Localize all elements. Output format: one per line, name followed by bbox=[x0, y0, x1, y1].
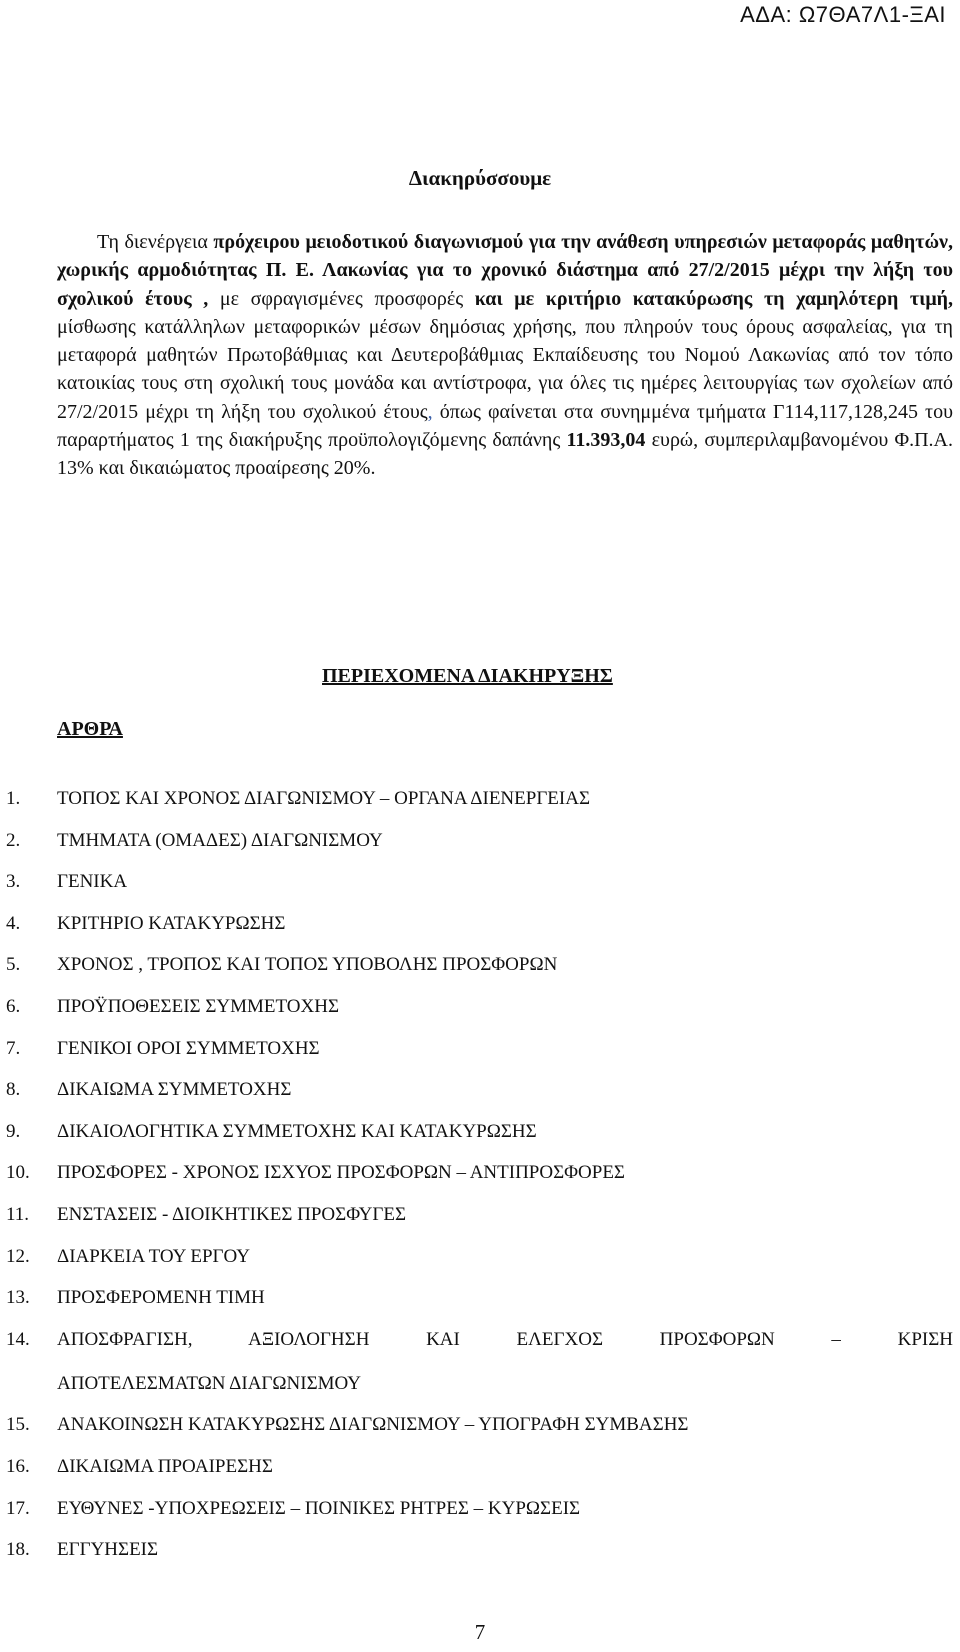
toc-item bbox=[0, 871, 960, 893]
toc-number: 16. bbox=[6, 1455, 30, 1477]
toc-title: ΚΡΙΤΗΡΙΟ ΚΑΤΑΚΥΡΩΣΗΣ bbox=[57, 912, 286, 934]
toc-number: 12. bbox=[6, 1245, 30, 1267]
budget-amount: 11.393,04 bbox=[566, 429, 646, 452]
toc-item bbox=[0, 1456, 960, 1478]
toc-title: ΑΠΟΣΦΡΑΓΙΣΗ, ΑΞΙΟΛΟΓΗΣΗ ΚΑΙ ΕΛΕΓΧΟΣ ΠΡΟΣΦΟΡΩΝ – ΚΡΙΣΗ bbox=[57, 1328, 953, 1350]
toc-number: 5. bbox=[6, 954, 21, 976]
toc-item bbox=[0, 1414, 960, 1436]
toc-item bbox=[0, 1079, 960, 1101]
toc-item bbox=[0, 1246, 960, 1268]
toc-item bbox=[0, 1038, 960, 1060]
toc-number: 13. bbox=[6, 1287, 30, 1309]
toc-number: 8. bbox=[6, 1079, 21, 1101]
toc-title: ΕΝΣΤΑΣΕΙΣ - ΔΙΟΙΚΗΤΙΚΕΣ ΠΡΟΣΦΥΓΕΣ bbox=[57, 1203, 407, 1225]
toc-number: 11. bbox=[6, 1203, 30, 1225]
intro-text-2: με σφραγισμένες προσφορές bbox=[208, 287, 475, 310]
toc-title: ΠΡΟΫΠΟΘΕΣΕΙΣ ΣΥΜΜΕΤΟΧΗΣ bbox=[57, 995, 340, 1017]
document-code: ΑΔΑ: Ω7ΘΑ7Λ1-ΞΑΙ bbox=[740, 2, 946, 27]
toc-number: 9. bbox=[6, 1120, 21, 1142]
toc-item bbox=[0, 913, 960, 935]
toc-title: ΔΙΑΡΚΕΙΑ ΤΟΥ ΕΡΓΟΥ bbox=[57, 1245, 251, 1267]
toc-number: 17. bbox=[6, 1497, 30, 1519]
toc-title: ΓΕΝΙΚΑ bbox=[57, 871, 128, 893]
document-heading: Διακηρύσσουμε bbox=[408, 166, 552, 190]
toc-title: ΑΝΑΚΟΙΝΩΣΗ ΚΑΤΑΚΥΡΩΣΗΣ ΔΙΑΓΩΝΙΣΜΟΥ – ΥΠΟΓΡΑΦΗ ΣΥΜΒΑΣΗΣ bbox=[57, 1414, 689, 1436]
toc-item bbox=[0, 1204, 960, 1226]
toc-item bbox=[0, 1162, 960, 1184]
toc-item bbox=[0, 1121, 960, 1143]
toc-title: ΕΓΓΥΗΣΕΙΣ bbox=[57, 1539, 159, 1561]
toc-item bbox=[0, 1287, 960, 1309]
intro-text-4: όπως φαίνεται στα συνημμένα τμήματα Γ114,117,128,245 του παραρτήματος 1 της διακήρυξης προϋπολογιζόμενης δαπάνης bbox=[57, 400, 953, 452]
intro-text-5: ευρώ, συμπεριλαμβανομένου Φ.Π.Α. 13% και δικαιώματος προαίρεσης 20%. bbox=[57, 429, 953, 480]
toc-item bbox=[0, 954, 960, 976]
toc-title: ΔΙΚΑΙΩΜΑ ΣΥΜΜΕΤΟΧΗΣ bbox=[57, 1079, 292, 1101]
toc-title-continued: ΑΠΟΤΕΛΕΣΜΑΤΩΝ ΔΙΑΓΩΝΙΣΜΟΥ bbox=[57, 1372, 362, 1394]
toc-title: ΕΥΘΥΝΕΣ -ΥΠΟΧΡΕΩΣΕΙΣ – ΠΟΙΝΙΚΕΣ ΡΗΤΡΕΣ – ΚΥΡΩΣΕΙΣ bbox=[57, 1497, 581, 1519]
toc-title: ΔΙΚΑΙΩΜΑ ΠΡΟΑΙΡΕΣΗΣ bbox=[57, 1455, 273, 1477]
contents-title: ΠΕΡΙΕΧΟΜΕΝΑ ΔΙΑΚΗΡΥΞΗΣ bbox=[322, 665, 613, 687]
intro-text-3: μίσθωσης κατάλληλων μεταφορικών μέσων δημόσιας χρήσης, που πληρούν τους όρους ασφαλείας, για τη μεταφορά μαθητών Πρωτοβάθμιας και Δευτεροβάθμιας Εκπαίδευσης του Νομού Λακωνίας από τον τόπο κατοικίας τους στη σχολική τους μονάδα και αντίστροφα, για όλες τις ημέρες λειτουργίας των σχολείων από 27/2/2015 μέχρι τη λήξη του σχολικού έτους bbox=[57, 315, 953, 423]
toc-number: 15. bbox=[6, 1414, 30, 1436]
toc-item bbox=[0, 1498, 960, 1520]
toc-title: ΓΕΝΙΚΟΙ ΟΡΟΙ ΣΥΜΜΕΤΟΧΗΣ bbox=[57, 1037, 320, 1059]
intro-bold-2: και με κριτήριο κατακύρωσης τη χαμηλότερη τιμή, bbox=[474, 287, 954, 310]
toc-item bbox=[0, 996, 960, 1018]
toc-title: ΧΡΟΝΟΣ , ΤΡΟΠΟΣ ΚΑΙ ΤΟΠΟΣ ΥΠΟΒΟΛΗΣ ΠΡΟΣΦΟΡΩΝ bbox=[57, 954, 558, 976]
toc-title: ΔΙΚΑΙΟΛΟΓΗΤΙΚΑ ΣΥΜΜΕΤΟΧΗΣ ΚΑΙ ΚΑΤΑΚΥΡΩΣΗΣ bbox=[57, 1120, 537, 1142]
toc-title: ΠΡΟΣΦΕΡΟΜΕΝΗ ΤΙΜΗ bbox=[57, 1287, 265, 1309]
toc-number: 4. bbox=[6, 912, 21, 934]
toc-title: ΤΜΗΜΑΤΑ (ΟΜΑΔΕΣ) ΔΙΑΓΩΝΙΣΜΟΥ bbox=[57, 829, 383, 851]
toc-item bbox=[0, 788, 960, 810]
articles-label: ΑΡΘΡΑ bbox=[57, 718, 123, 740]
intro-paragraph bbox=[57, 228, 953, 483]
toc-number: 14. bbox=[6, 1328, 30, 1350]
toc-item bbox=[0, 1539, 960, 1561]
toc-number: 2. bbox=[6, 829, 21, 851]
toc-number: 3. bbox=[6, 871, 21, 893]
toc-number: 10. bbox=[6, 1162, 30, 1184]
toc-number: 6. bbox=[6, 995, 21, 1017]
page-number: 7 bbox=[474, 1620, 486, 1644]
toc-item bbox=[0, 1329, 960, 1395]
table-of-contents bbox=[0, 788, 960, 1561]
toc-number: 7. bbox=[6, 1037, 21, 1059]
intro-text-1: Τη διενέργεια bbox=[97, 231, 214, 253]
toc-title: ΤΟΠΟΣ ΚΑΙ ΧΡΟΝΟΣ ΔΙΑΓΩΝΙΣΜΟΥ – ΟΡΓΑΝΑ ΔΙΕΝΕΡΓΕΙΑΣ bbox=[57, 788, 591, 809]
intro-comma: , bbox=[427, 400, 433, 423]
toc-title: ΠΡΟΣΦΟΡΕΣ - ΧΡΟΝΟΣ ΙΣΧΥΟΣ ΠΡΟΣΦΟΡΩΝ – ΑΝΤΙΠΡΟΣΦΟΡΕΣ bbox=[57, 1162, 625, 1184]
toc-number: 18. bbox=[6, 1539, 30, 1561]
toc-item bbox=[0, 830, 960, 852]
toc-number: 1. bbox=[6, 788, 21, 809]
intro-bold-1: πρόχειρου μειοδοτικού διαγωνισμού για την ανάθεση υπηρεσιών μεταφοράς μαθητών, χωρικής αρμοδιότητας Π. Ε. Λακωνίας για το χρονικό διάστημα από 27/2/2015 μέχρι την λήξη του σχολικού έτους , bbox=[57, 231, 953, 310]
